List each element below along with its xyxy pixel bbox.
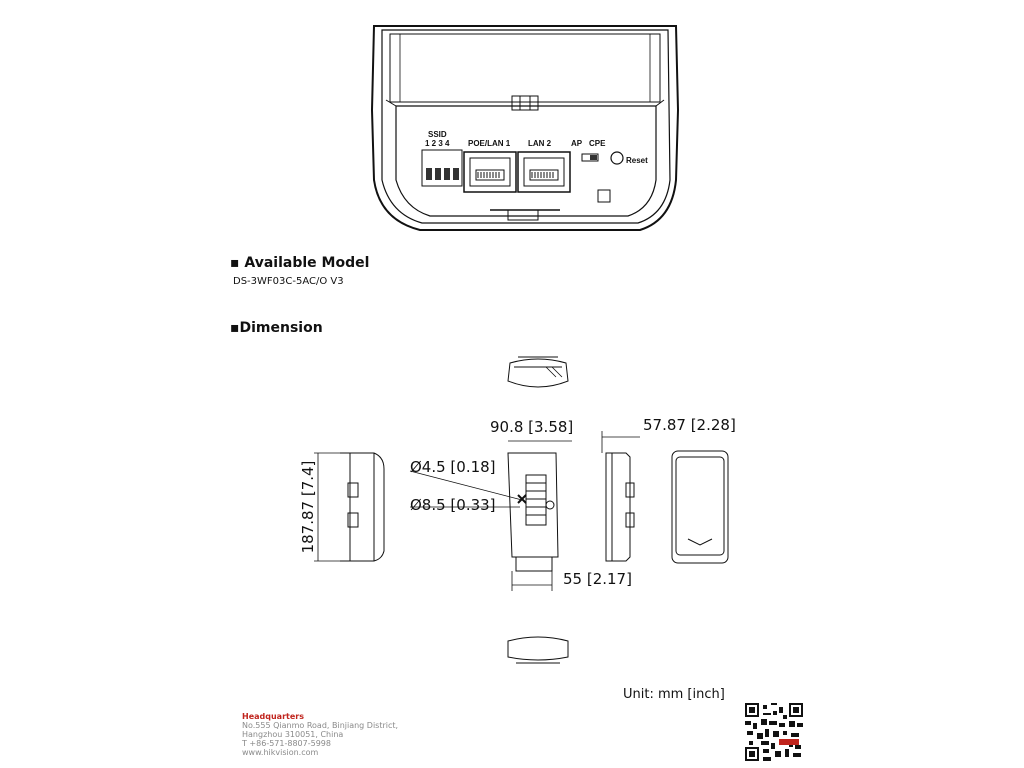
bottom-view xyxy=(508,637,568,663)
dimension-drawing xyxy=(290,345,760,685)
phone-number: T +86-571-8807-5998 xyxy=(242,739,331,748)
ssid-label: SSID xyxy=(428,130,447,139)
front-view xyxy=(508,453,558,571)
device-port-view xyxy=(360,20,690,245)
side-view-right xyxy=(606,453,634,561)
ap-label: AP xyxy=(571,139,583,148)
dimension-heading: ▪Dimension xyxy=(230,320,323,336)
bullet-icon: ▪ xyxy=(230,255,245,271)
address-line-2: Hangzhou 310051, China xyxy=(242,730,344,739)
bottom-width-dimension: 55 [2.17] xyxy=(563,570,632,588)
ssid-numbers: 1 2 3 4 xyxy=(425,139,450,148)
lan2-label: LAN 2 xyxy=(528,139,552,148)
depth-dimension: 57.87 [2.28] xyxy=(643,416,736,434)
address-line-1: No.555 Qianmo Road, Binjiang District, xyxy=(242,721,399,730)
back-view xyxy=(672,451,728,563)
footer-address xyxy=(242,712,398,757)
bullet-icon: ▪ xyxy=(230,320,240,336)
unit-note: Unit: mm [inch] xyxy=(623,687,725,702)
height-dimension: 187.87 [7.4] xyxy=(299,460,317,554)
poe-lan1-label: POE/LAN 1 xyxy=(468,139,511,148)
small-hole-dimension: Ø4.5 [0.18] xyxy=(410,458,496,476)
website-url: www.hikvision.com xyxy=(242,748,319,757)
width-dimension: 90.8 [3.58] xyxy=(490,418,574,436)
available-model-heading: ▪ Available Model xyxy=(230,255,370,271)
qr-code-icon xyxy=(745,703,803,761)
reset-label: Reset xyxy=(626,156,648,165)
top-view xyxy=(508,357,568,387)
large-hole-dimension: Ø8.5 [0.33] xyxy=(410,496,496,514)
model-number: DS-3WF03C-5AC/O V3 xyxy=(233,276,344,287)
headquarters-title: Headquarters xyxy=(242,712,304,721)
side-view-left xyxy=(340,453,384,561)
cpe-label: CPE xyxy=(589,139,606,148)
